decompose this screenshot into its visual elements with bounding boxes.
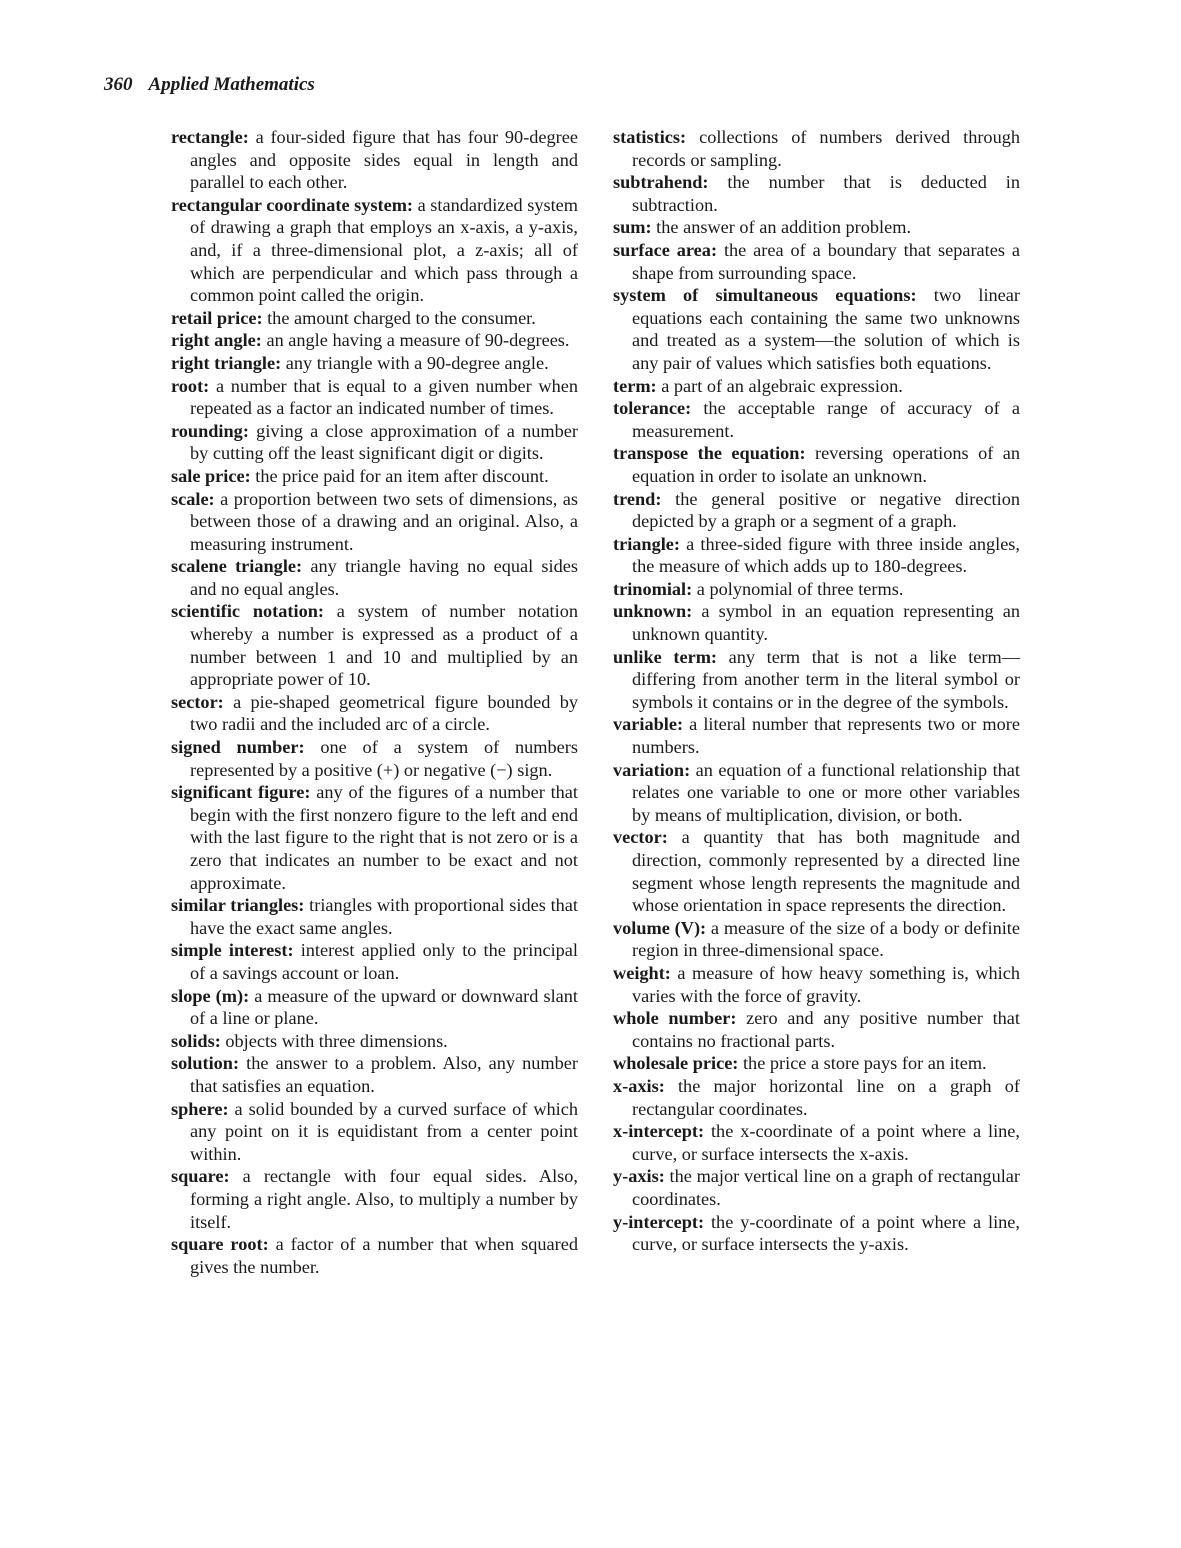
glossary-term: right triangle: xyxy=(171,352,282,373)
book-title: Applied Mathematics xyxy=(148,74,315,95)
glossary-term: slope (m): xyxy=(171,985,250,1006)
glossary-term: weight: xyxy=(613,962,671,983)
glossary-term: root: xyxy=(171,375,210,396)
glossary-definition: a four-sided figure that has four 90-degree angles and opposite sides equal in length and parallel to each other. xyxy=(190,127,578,193)
page-number: 360 xyxy=(104,74,133,95)
glossary-term: rectangle: xyxy=(171,127,249,147)
glossary-term: subtrahend: xyxy=(613,172,709,193)
glossary-definition: one of a system of numbers represented by a positive (+) or negative (−) sign. xyxy=(190,737,578,780)
glossary-entry xyxy=(613,533,1020,578)
glossary-entry xyxy=(171,329,578,352)
glossary-term: similar triangles: xyxy=(171,895,305,916)
glossary-definition: a polynomial of three terms. xyxy=(692,578,904,599)
glossary-definition: a factor of a number that when squared gives the number. xyxy=(190,1234,578,1277)
glossary-term: rectangular coordinate system: xyxy=(171,194,414,215)
glossary-definition: a standardized system of drawing a graph that employs an x-axis, a y-axis, and, if a three-dimensional plot, a z-axis; all of which are perpendicular and which pass through a common point called the origin. xyxy=(190,194,579,306)
glossary-entry xyxy=(613,759,1020,827)
glossary-definition: an equation of a functional relationship that relates one variable to one or more other variables by means of multiplication, division, or both. xyxy=(632,759,1020,825)
glossary-definition: the answer to a problem. Also, any number that satisfies an equation. xyxy=(190,1053,578,1096)
glossary-entry xyxy=(613,1052,1020,1075)
glossary-definition: the amount charged to the consumer. xyxy=(262,307,536,328)
glossary-definition: a quantity that has both magnitude and direction, commonly represented by a directed line segment whose length represents the magnitude and whose orientation in space represents the direction. xyxy=(632,827,1020,916)
glossary-definition: a rectangle with four equal sides. Also, forming a right angle. Also, to multiply a number by itself. xyxy=(190,1166,578,1232)
glossary-definition: triangles with proportional sides that have the exact same angles. xyxy=(190,895,578,938)
glossary-entry xyxy=(613,600,1020,645)
glossary-term: solution: xyxy=(171,1053,240,1074)
glossary-term: x-axis: xyxy=(613,1075,665,1096)
glossary-entry xyxy=(613,239,1020,284)
running-header xyxy=(104,74,315,96)
glossary-term: system of simultaneous equations: xyxy=(613,285,917,306)
glossary-term: y-intercept: xyxy=(613,1211,705,1232)
glossary-entry xyxy=(613,646,1020,714)
glossary-definition: a measure of how heavy something is, which varies with the force of gravity. xyxy=(632,962,1020,1006)
glossary-term: trinomial: xyxy=(613,578,693,599)
glossary-definition: the major horizontal line on a graph of rectangular coordinates. xyxy=(632,1075,1020,1119)
glossary-entry xyxy=(613,713,1020,758)
glossary-entry xyxy=(171,126,578,194)
glossary-term: term: xyxy=(613,375,657,396)
glossary-term: statistics: xyxy=(613,127,687,147)
glossary-column-left xyxy=(171,126,578,1278)
glossary-term: variable: xyxy=(613,714,684,735)
glossary-entry xyxy=(613,1120,1020,1165)
glossary-term: sum: xyxy=(613,217,652,238)
glossary-definition: any triangle with a 90-degree angle. xyxy=(281,352,549,373)
glossary-definition: the y-coordinate of a point where a line, curve, or surface intersects the y-axis. xyxy=(632,1211,1020,1255)
glossary-entry xyxy=(171,600,578,690)
glossary-entry xyxy=(171,894,578,939)
glossary-term: sale price: xyxy=(171,465,251,486)
glossary-term: right angle: xyxy=(171,330,262,351)
glossary-term: solids: xyxy=(171,1030,221,1051)
glossary-entry xyxy=(171,1052,578,1097)
glossary-entry xyxy=(613,1075,1020,1120)
glossary-definition: a literal number that represents two or more numbers. xyxy=(632,714,1020,758)
glossary-term: y-axis: xyxy=(613,1166,665,1187)
glossary-term: triangle: xyxy=(613,533,681,554)
glossary-definition: the price paid for an item after discount. xyxy=(250,465,549,486)
glossary-term: square root: xyxy=(171,1234,269,1255)
glossary-entry xyxy=(171,939,578,984)
glossary-definition: a number that is equal to a given number when repeated as a factor an indicated number of times. xyxy=(190,375,578,419)
glossary-entry xyxy=(613,442,1020,487)
glossary-entry xyxy=(171,985,578,1030)
glossary-definition: zero and any positive number that contains no fractional parts. xyxy=(632,1008,1020,1051)
glossary-term: unlike term: xyxy=(613,646,718,667)
glossary-definition: a system of number notation whereby a number is expressed as a product of a number between 1 and 10 and multiplied by an appropriate power of 10. xyxy=(190,601,578,690)
glossary-term: variation: xyxy=(613,759,691,780)
glossary-term: sector: xyxy=(171,691,224,712)
glossary-entry xyxy=(171,781,578,894)
glossary-definition: a measure of the upward or downward slant of a line or plane. xyxy=(190,985,578,1029)
glossary-term: transpose the equation: xyxy=(613,443,806,464)
glossary-definition: a three-sided figure with three inside angles, the measure of which adds up to 180-degrees. xyxy=(632,533,1020,577)
glossary-definition: collections of numbers derived through records or sampling. xyxy=(632,127,1020,170)
glossary-entry xyxy=(613,578,1020,601)
glossary-term: volume (V): xyxy=(613,917,707,938)
glossary-term: signed number: xyxy=(171,737,305,758)
glossary-entry xyxy=(613,375,1020,398)
glossary-entry xyxy=(171,488,578,556)
glossary-entry xyxy=(171,352,578,375)
glossary-entry xyxy=(171,691,578,736)
glossary-definition: the acceptable range of accuracy of a measurement. xyxy=(632,398,1020,441)
glossary-definition: objects with three dimensions. xyxy=(220,1030,448,1051)
glossary-definition: two linear equations each containing the same two unknowns and treated as a system—the solution of which is any pair of values which satisfies both equations. xyxy=(632,285,1020,373)
glossary-entry xyxy=(613,1211,1020,1256)
glossary-entry xyxy=(171,1030,578,1053)
glossary-term: trend: xyxy=(613,488,662,509)
glossary-entry xyxy=(613,126,1020,171)
glossary-term: vector: xyxy=(613,827,668,848)
glossary-definition: interest applied only to the principal of a savings account or loan. xyxy=(190,940,578,983)
glossary-column-right xyxy=(613,126,1020,1256)
glossary-entry xyxy=(613,1165,1020,1210)
glossary-term: significant figure: xyxy=(171,782,311,803)
glossary-term: simple interest: xyxy=(171,940,294,961)
glossary-term: retail price: xyxy=(171,307,263,328)
glossary-term: whole number: xyxy=(613,1008,737,1029)
glossary-entry xyxy=(171,420,578,465)
glossary-entry xyxy=(171,375,578,420)
glossary-definition: a measure of the size of a body or definite region in three-dimensional space. xyxy=(632,917,1020,961)
glossary-definition: the area of a boundary that separates a shape from surrounding space. xyxy=(632,239,1020,283)
glossary-definition: a part of an algebraic expression. xyxy=(656,375,903,396)
glossary-term: rounding: xyxy=(171,420,249,441)
glossary-definition: an angle having a measure of 90-degrees. xyxy=(261,330,570,351)
glossary-definition: the answer of an addition problem. xyxy=(651,217,912,238)
glossary-term: scale: xyxy=(171,488,215,509)
glossary-definition: the general positive or negative direction depicted by a graph or a segment of a graph. xyxy=(632,488,1020,532)
glossary-entry xyxy=(613,962,1020,1007)
glossary-definition: any triangle having no equal sides and no equal angles. xyxy=(190,556,578,599)
glossary-entry xyxy=(171,465,578,488)
glossary-term: x-intercept: xyxy=(613,1121,705,1142)
glossary-definition: the price a store pays for an item. xyxy=(738,1053,987,1074)
glossary-entry xyxy=(171,194,578,307)
glossary-entry xyxy=(613,397,1020,442)
glossary-term: scalene triangle: xyxy=(171,556,303,577)
glossary-definition: a symbol in an equation representing an unknown quantity. xyxy=(632,601,1020,645)
glossary-definition: a pie-shaped geometrical figure bounded by two radii and the included arc of a circle. xyxy=(190,691,578,735)
glossary-entry xyxy=(171,1233,578,1278)
glossary-definition: a solid bounded by a curved surface of which any point on it is equidistant from a center point within. xyxy=(190,1098,578,1164)
glossary-entry xyxy=(613,488,1020,533)
glossary-term: scientific notation: xyxy=(171,601,324,622)
glossary-definition: giving a close approximation of a number by cutting off the least significant digit or digits. xyxy=(190,420,578,464)
glossary-entry xyxy=(171,1098,578,1166)
glossary-definition: the x-coordinate of a point where a line, curve, or surface intersects the x-axis. xyxy=(632,1121,1020,1164)
glossary-term: wholesale price: xyxy=(613,1053,739,1074)
glossary-term: tolerance: xyxy=(613,398,692,419)
glossary-term: unknown: xyxy=(613,601,693,622)
glossary-definition: reversing operations of an equation in order to isolate an unknown. xyxy=(632,443,1021,486)
glossary-definition: the number that is deducted in subtraction. xyxy=(632,172,1020,215)
glossary-entry xyxy=(171,307,578,330)
glossary-entry xyxy=(171,736,578,781)
glossary-term: square: xyxy=(171,1166,230,1187)
glossary-entry xyxy=(613,216,1020,239)
glossary-definition: any of the figures of a number that begin with the first nonzero figure to the left and end with the last figure to the right that is not zero or is a zero that indicates an number to be exact and not approximate. xyxy=(190,782,578,893)
glossary-entry xyxy=(613,917,1020,962)
glossary-entry xyxy=(171,1165,578,1233)
glossary-term: sphere: xyxy=(171,1098,229,1119)
glossary-entry xyxy=(613,171,1020,216)
glossary-entry xyxy=(613,284,1020,374)
glossary-definition: any term that is not a like term—differing from another term in the literal symbol or symbols it contains or in the degree of the symbols. xyxy=(632,646,1020,712)
glossary-entry xyxy=(171,555,578,600)
glossary-entry xyxy=(613,1007,1020,1052)
glossary-definition: the major vertical line on a graph of rectangular coordinates. xyxy=(632,1166,1020,1209)
glossary-definition: a proportion between two sets of dimensions, as between those of a drawing and an original. Also, a measuring instrument. xyxy=(190,488,578,554)
glossary-entry xyxy=(613,826,1020,916)
glossary-term: surface area: xyxy=(613,239,718,260)
